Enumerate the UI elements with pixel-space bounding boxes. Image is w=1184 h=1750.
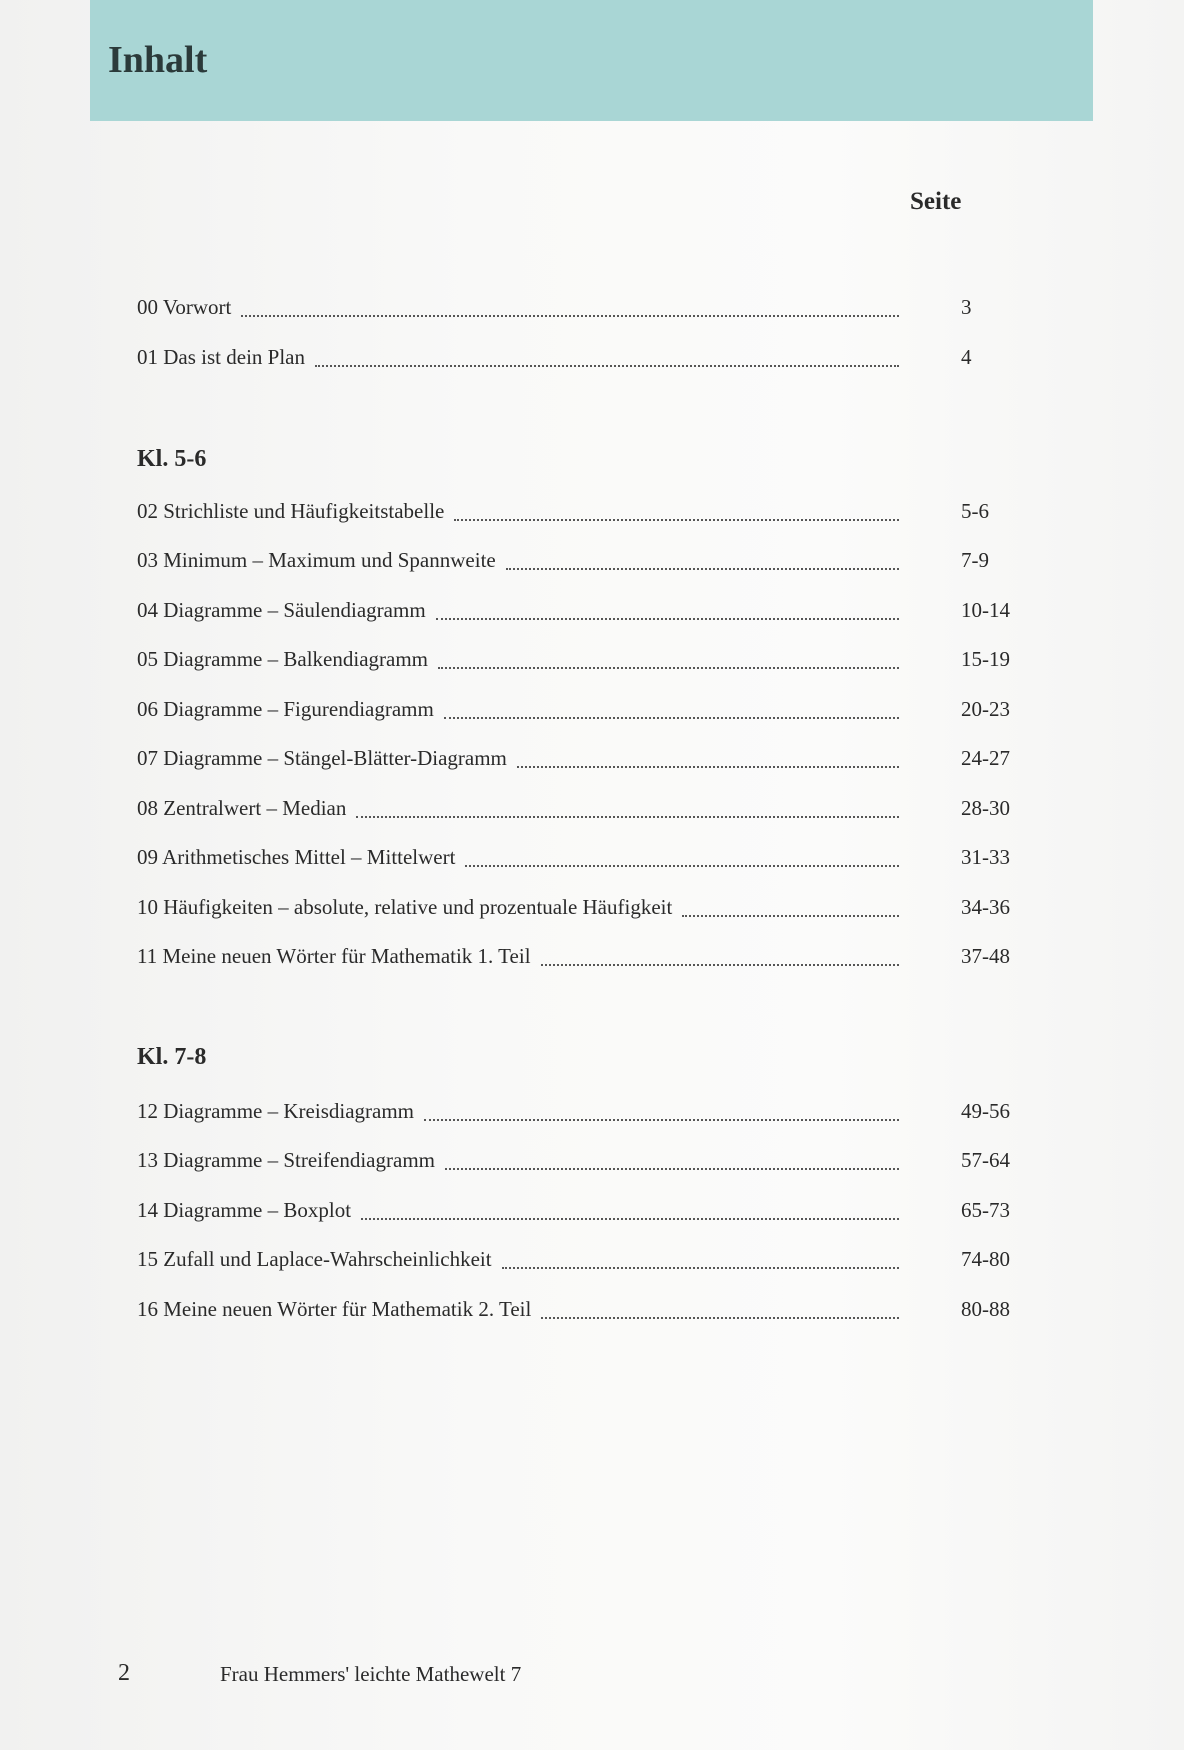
toc-entry-page: 24-27	[961, 746, 1010, 770]
page-title: Inhalt	[108, 39, 208, 81]
toc-entry	[137, 1143, 1020, 1177]
toc-entry-page: 4	[961, 345, 972, 369]
toc-entry-page: 28-30	[961, 796, 1010, 820]
toc-entry-title: 02 Strichliste und Häufigkeitstabelle	[137, 499, 445, 523]
toc-entry-page: 20-23	[961, 697, 1010, 721]
toc-leader-dots	[682, 881, 899, 917]
header-band	[90, 0, 1093, 121]
page-column-label: Seite	[910, 188, 962, 215]
section-heading: Kl. 7-8	[137, 1044, 207, 1070]
toc-entry-title: 12 Diagramme – Kreisdiagramm	[137, 1099, 414, 1123]
toc-entry-title: 05 Diagramme – Balkendiagramm	[137, 647, 428, 671]
toc-entry-page: 7-9	[961, 548, 989, 572]
toc-leader-dots	[506, 534, 899, 570]
toc-leader-dots	[502, 1233, 899, 1269]
toc-leader-dots	[517, 732, 899, 768]
toc-entry-title: 15 Zufall und Laplace-Wahrscheinlichkeit	[137, 1247, 492, 1271]
toc-entry-title: 11 Meine neuen Wörter für Mathematik 1. Teil	[137, 944, 531, 968]
toc-entry	[137, 593, 1020, 627]
toc-leader-dots	[465, 831, 899, 867]
toc-entry	[137, 939, 1020, 973]
toc-leader-dots	[241, 281, 899, 317]
toc-entry	[137, 791, 1020, 825]
toc-leader-dots	[454, 485, 899, 521]
toc-entry-title: 01 Das ist dein Plan	[137, 345, 305, 369]
toc-entry-page: 65-73	[961, 1198, 1010, 1222]
footer-page-number: 2	[118, 1660, 130, 1686]
toc-entry-page: 49-56	[961, 1099, 1010, 1123]
toc-leader-dots	[361, 1184, 899, 1220]
toc-leader-dots	[445, 1134, 899, 1170]
toc-leader-dots	[438, 633, 899, 669]
toc-entry-page: 80-88	[961, 1297, 1010, 1321]
toc-leader-dots	[315, 331, 899, 367]
toc-leader-dots	[541, 1283, 899, 1319]
footer-book-title: Frau Hemmers' leichte Mathewelt 7	[220, 1662, 522, 1686]
toc-entry	[137, 340, 1020, 374]
toc-entry-title: 04 Diagramme – Säulendiagramm	[137, 598, 426, 622]
toc-entry-page: 31-33	[961, 845, 1010, 869]
toc-entry-page: 10-14	[961, 598, 1010, 622]
toc-entry-page: 34-36	[961, 895, 1010, 919]
toc-leader-dots	[424, 1085, 899, 1121]
toc-entry-title: 10 Häufigkeiten – absolute, relative und prozentuale Häufigkeit	[137, 895, 673, 919]
toc-entry-title: 06 Diagramme – Figurendiagramm	[137, 697, 434, 721]
toc-entry	[137, 1242, 1020, 1276]
toc-entry-page: 37-48	[961, 944, 1010, 968]
toc-entry	[137, 543, 1020, 577]
toc-entry-title: 07 Diagramme – Stängel-Blätter-Diagramm	[137, 746, 507, 770]
toc-entry	[137, 692, 1020, 726]
toc-entry-title: 16 Meine neuen Wörter für Mathematik 2. Teil	[137, 1297, 532, 1321]
toc-entry	[137, 1292, 1020, 1326]
toc-entry	[137, 290, 1020, 324]
toc-entry-title: 03 Minimum – Maximum und Spannweite	[137, 548, 496, 572]
toc-entry-title: 08 Zentralwert – Median	[137, 796, 347, 820]
toc-entry-page: 15-19	[961, 647, 1010, 671]
section-heading: Kl. 5-6	[137, 446, 207, 472]
toc-entry-title: 14 Diagramme – Boxplot	[137, 1198, 352, 1222]
toc-entry-page: 5-6	[961, 499, 989, 523]
toc-leader-dots	[444, 683, 899, 719]
toc-entry	[137, 1094, 1020, 1128]
toc-leader-dots	[541, 930, 899, 966]
toc-entry-page: 74-80	[961, 1247, 1010, 1271]
toc-entry	[137, 1193, 1020, 1227]
toc-entry	[137, 741, 1020, 775]
toc-entry	[137, 642, 1020, 676]
toc-entry	[137, 840, 1020, 874]
toc-entry-title: 13 Diagramme – Streifendiagramm	[137, 1148, 435, 1172]
toc-entry-page: 3	[961, 295, 972, 319]
toc-leader-dots	[356, 782, 899, 818]
toc-entry	[137, 494, 1020, 528]
toc-entry-title: 00 Vorwort	[137, 295, 232, 319]
toc-entry-page: 57-64	[961, 1148, 1010, 1172]
toc-entry	[137, 890, 1020, 924]
toc-entry-title: 09 Arithmetisches Mittel – Mittelwert	[137, 845, 456, 869]
toc-leader-dots	[436, 584, 899, 620]
